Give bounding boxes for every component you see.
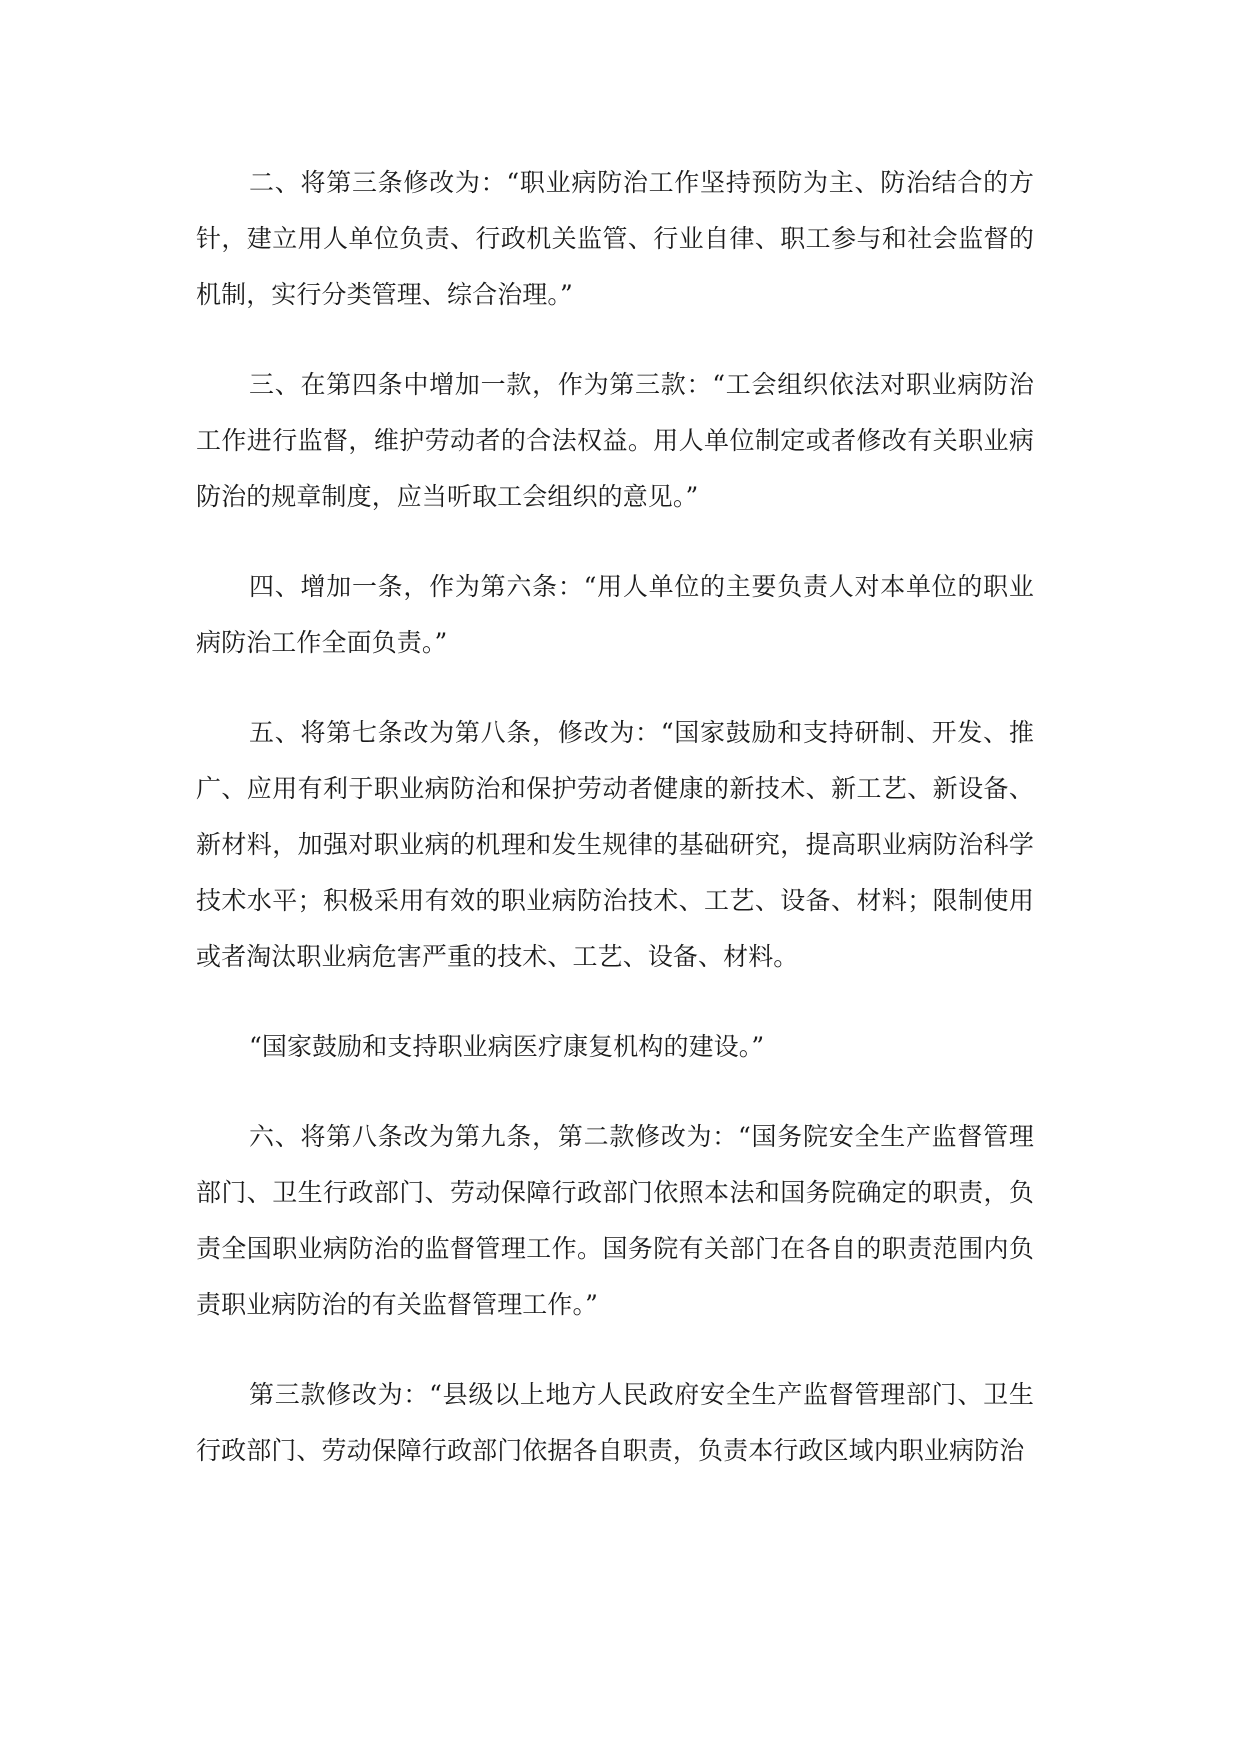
paragraph-article-8-amendment: 六、将第八条改为第九条，第二款修改为：“国务院安全生产监督管理部门、卫生行政部门、劳动保障行政部门依照本法和国务院确定的职责，负责全国职业病防治的监督管理工作。国务院有关部门在各自的职责范围内负责职业病防治的有关监督管理工作。” — [196, 1122, 1034, 1319]
paragraph-article-3-amendment: 二、将第三条修改为：“职业病防治工作坚持预防为主、防治结合的方针，建立用人单位负责、行政机关监管、行业自律、职工参与和社会监督的机制，实行分类管理、综合治理。” — [196, 168, 1034, 309]
paragraph-rehabilitation-clause: “国家鼓励和支持职业病医疗康复机构的建设。” — [249, 1032, 765, 1061]
paragraph-article-4-amendment: 三、在第四条中增加一款，作为第三款：“工会组织依法对职业病防治工作进行监督，维护劳动者的合法权益。用人单位制定或者修改有关职业病防治的规章制度，应当听取工会组织的意见。” — [196, 370, 1034, 511]
paragraph-new-article-6: 四、增加一条，作为第六条：“用人单位的主要负责人对本单位的职业病防治工作全面负责。” — [196, 572, 1034, 657]
paragraph-article-7-amendment: 五、将第七条改为第八条，修改为：“国家鼓励和支持研制、开发、推广、应用有利于职业病防治和保护劳动者健康的新技术、新工艺、新设备、新材料，加强对职业病的机理和发生规律的基础研究，提高职业病防治科学技术水平；积极采用有效的职业病防治技术、工艺、设备、材料；限制使用或者淘汰职业病危害严重的技术、工艺、设备、材料。 — [196, 718, 1034, 971]
document-body — [196, 155, 1034, 1479]
paragraph-third-clause-amendment: 第三款修改为：“县级以上地方人民政府安全生产监督管理部门、卫生行政部门、劳动保障行政部门依据各自职责，负责本行政区域内职业病防治 — [196, 1380, 1034, 1465]
